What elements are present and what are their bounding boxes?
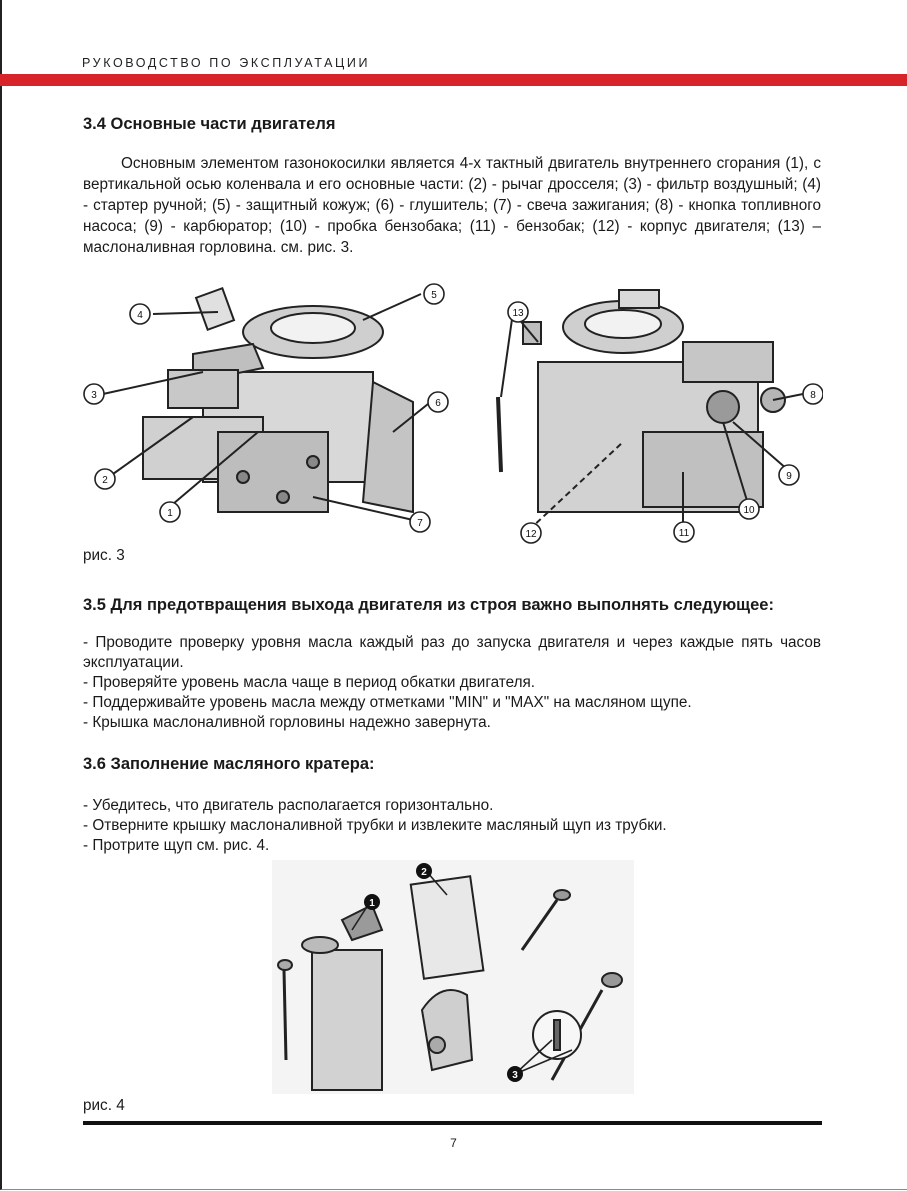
section-3-4 <box>83 115 821 134</box>
engine-front-view <box>143 288 413 512</box>
section-3-4-body <box>83 153 821 258</box>
callout-10: 10 <box>743 505 755 516</box>
list-item: - Убедитесь, что двигатель располагается горизонтально. <box>83 797 494 814</box>
callout-7: 7 <box>417 518 423 529</box>
footer-rule <box>83 1121 822 1125</box>
callout-1: 1 <box>167 508 173 519</box>
callout-2: 2 <box>421 867 427 878</box>
section-3-6-list <box>83 796 821 856</box>
callout-5: 5 <box>431 290 437 301</box>
figure-4-caption: рис. 4 <box>83 1097 125 1114</box>
section-3-6-body <box>83 796 821 856</box>
list-item: - Отверните крышку маслоналивной трубки и извлеките масляный щуп из трубки. <box>83 817 667 834</box>
callout-9: 9 <box>786 471 792 482</box>
list-item: - Проводите проверку уровня масла каждый раз до запуска двигателя и через каждые пять часов эксплуатации. <box>83 634 821 671</box>
callout-8: 8 <box>810 390 816 401</box>
section-3-5-list <box>83 633 821 733</box>
list-item: - Протрите щуп см. рис. 4. <box>83 837 270 854</box>
callout-3: 3 <box>91 390 97 401</box>
callout-6: 6 <box>435 398 441 409</box>
running-header: РУКОВОДСТВО ПО ЭКСПЛУАТАЦИИ <box>82 56 371 70</box>
figure-3-caption: рис. 3 <box>83 547 125 564</box>
section-3-6 <box>83 755 821 774</box>
callout-2: 2 <box>102 475 108 486</box>
section-3-4-paragraph: Основным элементом газонокосилки является 4-х тактный двигатель внутреннего сгорания (1), с вертикальной осью коленвала и его основные части: (2) - рычаг дросселя; (3) - фильтр воздушный; (4) - стартер ручной; (5) - защитный кожуж; (6) - глушитель; (7) - свеча зажигания; (8) - кнопка топливного насоса; (9) - карбюратор; (10) - пробка бензобака; (11) - бензобак; (12) - корпус двигателя; (13) – маслоналивная горловина. см. рис. 3. <box>83 155 821 256</box>
page-number: 7 <box>450 1136 457 1150</box>
callout-11: 11 <box>678 528 690 539</box>
list-item: - Крышка маслоналивной горловины надежно завернута. <box>83 714 491 731</box>
callout-13: 13 <box>512 308 524 319</box>
section-3-5-body <box>83 633 821 733</box>
callout-3: 3 <box>512 1070 518 1081</box>
section-3-5 <box>83 596 821 615</box>
engine-rear-view <box>498 290 785 512</box>
callout-1: 1 <box>369 898 375 909</box>
section-3-6-title: 3.6 Заполнение масляного кратера: <box>83 755 375 773</box>
list-item: - Поддерживайте уровень масла между отметками "MIN" и "MAX" на масляном щупе. <box>83 694 692 711</box>
list-item: - Проверяйте уровень масла чаще в период обкатки двигателя. <box>83 674 536 691</box>
section-3-5-title: 3.5 Для предотвращения выхода двигателя из строя важно выполнять следующее: <box>83 596 774 614</box>
figure-3-engine-diagram <box>83 282 823 544</box>
figure-4-dipstick-diagram <box>272 860 634 1094</box>
header-accent-bar <box>0 74 907 86</box>
section-3-4-title: 3.4 Основные части двигателя <box>83 115 336 133</box>
callout-4: 4 <box>137 310 143 321</box>
callout-12: 12 <box>525 529 537 540</box>
